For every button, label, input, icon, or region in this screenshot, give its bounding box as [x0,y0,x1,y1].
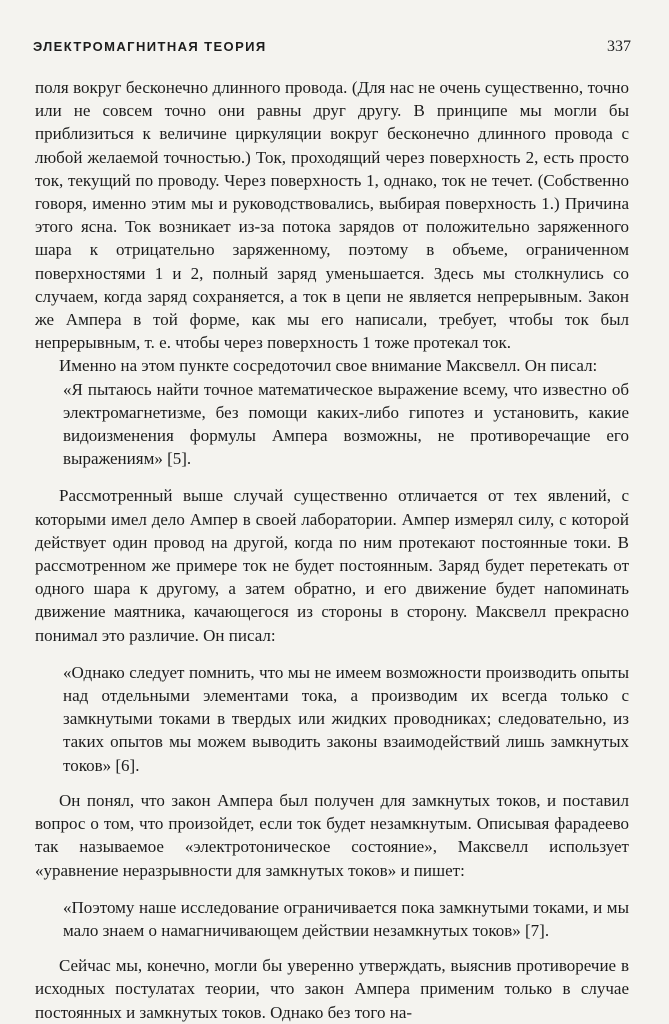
quote-1: «Я пытаюсь найти точное математическое выражение всему, что известно об электромагнетизме, без помощи каких-либо гипотез и установить, какие видоизменения формулы Ампера возможны, не противоречащие его выражениям» [5]. [63,379,629,469]
paragraph-3: Рассмотренный выше случай существенно отличается от тех явлений, с которыми имел дело Ампер в своей лаборатории. Ампер измерял силу, с которой действует один провод на другой, когда по ним протекают постоянные токи. В рассмотренном же примере ток не будет постоянным. Заряд будет перетекать от одного шара к другому, а затем обратно, и его движение будет напоминать движение маятника, качающегося из стороны в сторону. Максвелл прекрасно понимал это различие. Он писал: [35,486,629,645]
page-number: 337 [607,38,631,55]
quote-2: «Однако следует помнить, что мы не имеем возможности производить опыты над отдельными элементами тока, а производим их всегда только с замкнутыми токами в твердых или жидких проводниках; следовательно, из таких опытов мы можем выводить законы взаимодействий лишь замкнутых токов» [6]. [63,662,629,775]
paragraph-1: поля вокруг бесконечно длинного провода. (Для нас не очень существенно, точно или не совсем точно они равны друг другу. В принципе мы могли бы приблизиться к величине циркуляции вокруг бесконечно длинного провода с любой желаемой точностью.) Ток, проходящий через поверхность 2, есть просто ток, текущий по проводу. Через поверхность 1, однако, ток не течет. (Собственно говоря, именно этим мы и руководствовались, выбирая поверхность 1.) Причина этого ясна. Ток возникает из-за потока зарядов от положительно заряженного шара к отрицательно заряженному, поэтому в объеме, ограниченном поверхностями 1 и 2, полный заряд уменьшается. Здесь мы столкнулись со случаем, когда заряд сохраняется, а ток в цепи не является непрерывным. Закон же Ампера в той форме, как мы его написали, требует, чтобы ток был непрерывным, т. е. чтобы через поверхность 1 тоже протекал ток. [35,78,629,353]
paragraph-2: Именно на этом пункте сосредоточил свое внимание Максвелл. Он писал: [59,356,598,376]
paragraph-5: Сейчас мы, конечно, могли бы уверенно утверждать, выяснив противоречие в исходных постулатах теории, что закон Ампера применим только в случае постоянных и замкнутых токов. Однако без того на- [35,956,629,1022]
running-title: ЭЛЕКТРОМАГНИТНАЯ ТЕОРИЯ [33,39,267,54]
page-header [33,38,631,60]
paragraph-4: Он понял, что закон Ампера был получен для замкнутых токов, и поставил вопрос о том, что произойдет, если ток будет незамкнутым. Описывая фарадеево так называемое «электротоническое состояние», Максвелл использует «уравнение неразрывности для замкнутых токов» и пишет: [35,790,629,880]
page-body [35,76,629,1024]
quote-3: «Поэтому наше исследование ограничивается пока замкнутыми токами, и мы мало знаем о намагничивающем действии незамкнутых токов» [7]. [63,897,629,940]
